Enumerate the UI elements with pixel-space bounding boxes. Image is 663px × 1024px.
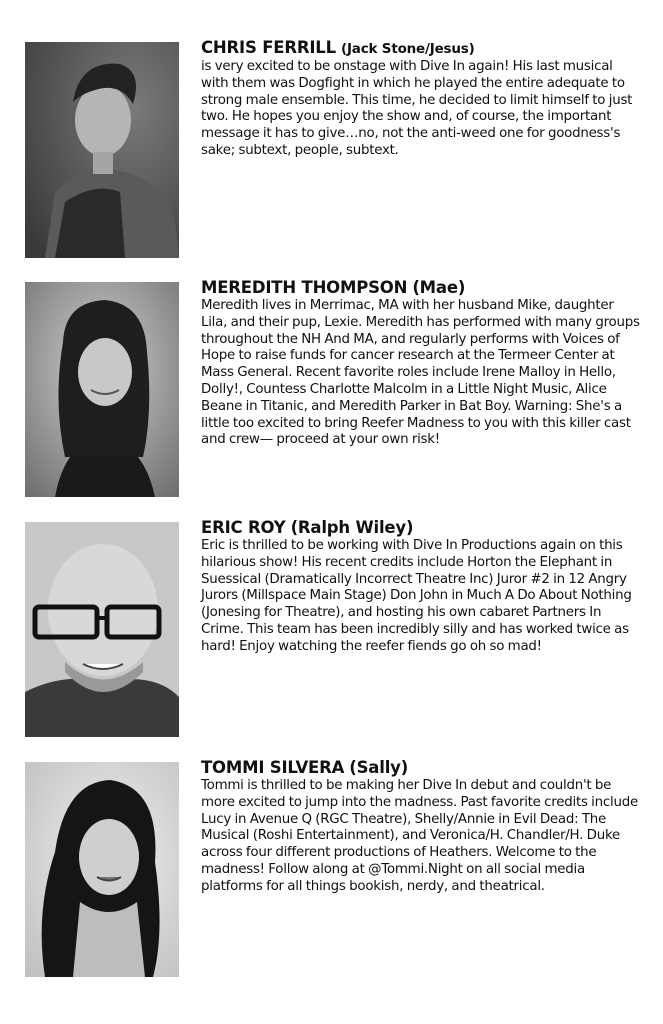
- bio-text: Eric is thrilled to be working with Dive In Productions again on this hilarious show! His recent credits include Horton the Elephant in Suessical (Dramatically Incorrect Theatre Inc) Juror #2 in 12 Angry Jurors (Millspace Main Stage) Don John in Much A Do About Nothing (Jonesing for Theatre), and hosting his own cabaret Partners In Crime. This team has been incredibly silly and has worked twice as hard! Enjoy watching the reefer fiends go oh so mad!: [201, 538, 632, 654]
- bio-text: is very excited to be onstage with Dive In again! His last musical with them was Dogfight in which he played the entire adequate to strong male ensemble. This time, he decided to limit himself to just two. He hopes you enjoy the show and, of course, the important message it has to give…no, not the anti-weed one for goodness's sake; subtext, people, subtext.: [201, 59, 633, 158]
- performer-role: (Ralph Wiley): [290, 518, 414, 537]
- performer-role: (Jack Stone/Jesus): [341, 41, 475, 57]
- headshot-photo: [25, 522, 179, 737]
- headshot-photo: [25, 42, 179, 258]
- headshot-photo: [25, 762, 179, 977]
- bio-text: Meredith lives in Merrimac, MA with her husband Mike, daughter Lila, and their pup, Lexie. Meredith has performed with many groups throughout the NH And MA, and regularly performs with Voices of Hope to raise funds for cancer research at the Termeer Center at Mass General. Recent favorite roles include Irene Malloy in Hello, Dolly!, Countess Charlotte Malcolm in a Little Night Music, Alice Beane in Titanic, and Meredith Parker in Bat Boy. Warning: She's a little too excited to bring Reefer Madness to you with this killer cast and crew— proceed at your own risk!: [201, 298, 640, 448]
- bio-heading: [201, 38, 641, 59]
- performer-name: MEREDITH THOMPSON: [201, 278, 408, 297]
- bio-heading: [201, 518, 641, 538]
- performer-name: TOMMI SILVERA: [201, 758, 345, 777]
- headshot-image: [25, 522, 179, 737]
- performer-role: (Sally): [349, 758, 409, 777]
- headshot-image: [25, 762, 179, 977]
- bio-heading: [201, 278, 641, 298]
- performer-name: ERIC ROY: [201, 518, 286, 537]
- bio-text: Tommi is thrilled to be making her Dive In debut and couldn't be more excited to jump into the madness. Past favorite credits include Lucy in Avenue Q (RGC Theatre), Shelly/Annie in Evil Dead: The Musical (Roshi Entertainment), and Veronica/H. Chandler/H. Duke across four different productions of Heathers. Welcome to the madness! Follow along at @Tommi.Night on all social media platforms for all things bookish, nerdy, and theatrical.: [201, 778, 638, 894]
- bio-heading: [201, 758, 641, 778]
- performer-role: (Mae): [412, 278, 466, 297]
- headshot-photo: [25, 282, 179, 497]
- performer-name: CHRIS FERRILL: [201, 38, 336, 57]
- headshot-image: [25, 282, 179, 497]
- headshot-image: [25, 42, 179, 258]
